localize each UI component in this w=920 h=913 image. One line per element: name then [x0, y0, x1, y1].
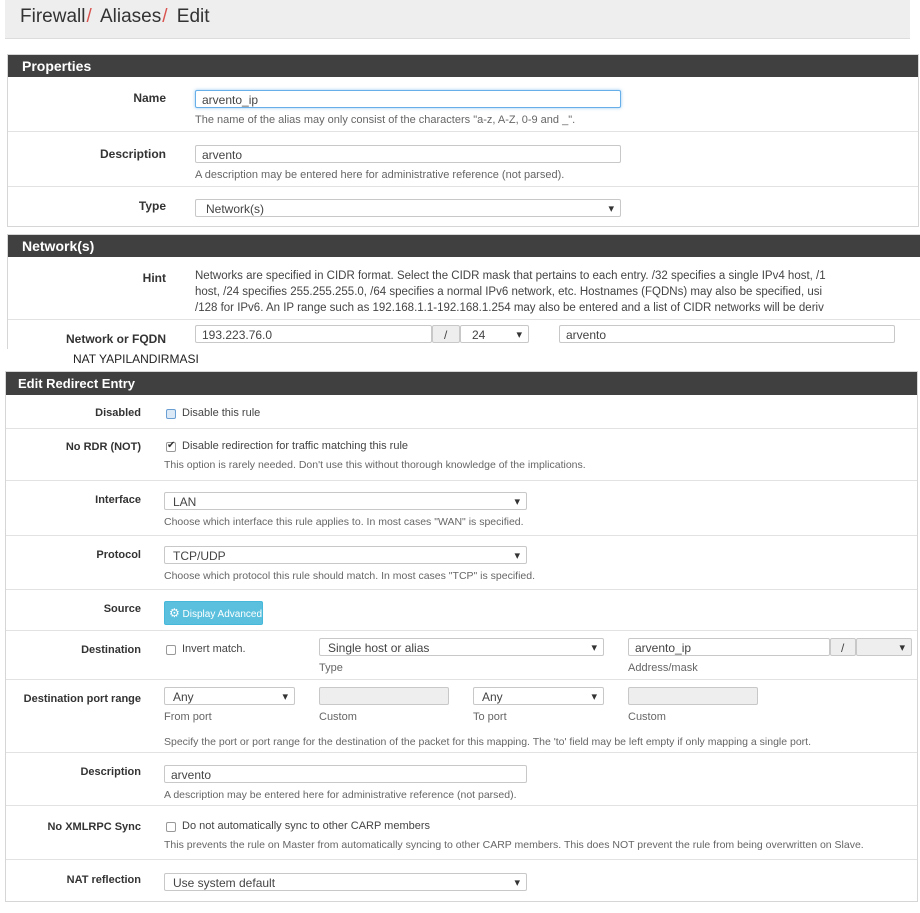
nat-reflection-row: [6, 860, 917, 901]
description-help: A description may be entered here for administrative reference (not parsed).: [195, 169, 565, 181]
to-port-caption: To port: [473, 711, 507, 723]
nat-reflection-select[interactable]: Use system default ▾: [164, 873, 527, 891]
network-address-input[interactable]: 193.223.76.0: [195, 325, 432, 343]
from-custom-caption: Custom: [319, 711, 357, 723]
name-help: The name of the alias may only consist of the characters "a-z, A-Z, 0-9 and _".: [195, 114, 576, 126]
properties-heading: Properties: [8, 55, 918, 77]
breadcrumb: [20, 6, 210, 28]
port-range-help: Specify the port or port range for the destination of the packet for this mapping. The 'to' field may be left empty if only mapping a single port.: [164, 736, 812, 748]
to-custom-input[interactable]: [628, 687, 758, 705]
from-port-select[interactable]: Any ▾: [164, 687, 295, 705]
name-row: [8, 78, 918, 132]
xmlrpc-checkbox[interactable]: [166, 822, 176, 832]
protocol-row: [6, 536, 917, 590]
hint-line-3: /128 for IPv6. An IP range such as 192.168.1.1-192.168.1.254 may also be entered and a list of CIDR networks will be deriv: [195, 302, 824, 314]
redirect-description-input[interactable]: arvento: [164, 765, 527, 783]
type-row: [8, 187, 918, 225]
xmlrpc-row: [6, 806, 917, 860]
xmlrpc-help: This prevents the rule on Master from automatically syncing to other CARP members. This does NOT prevent the rule from being overwritten on Slave.: [164, 839, 864, 851]
network-entry-row: [8, 320, 920, 349]
interface-row: [6, 481, 917, 536]
type-label: Type: [138, 199, 166, 213]
redirect-description-row: [6, 753, 917, 806]
xmlrpc-checkbox-label: Do not automatically sync to other CARP members: [182, 820, 431, 832]
invert-match-checkbox[interactable]: [166, 645, 176, 655]
interface-select[interactable]: LAN ▾: [164, 492, 527, 510]
networks-heading: Network(s): [8, 235, 920, 257]
nordr-label: No RDR (NOT): [65, 441, 141, 453]
description-input[interactable]: arvento: [195, 145, 621, 163]
network-description-input[interactable]: arvento: [559, 325, 895, 343]
from-port-caption: From port: [164, 711, 212, 723]
name-input[interactable]: arvento_ip: [195, 90, 621, 108]
protocol-select[interactable]: TCP/UDP ▾: [164, 546, 527, 564]
destination-type-select[interactable]: Single host or alias ▾: [319, 638, 604, 656]
disabled-label: Disabled: [95, 407, 141, 419]
interface-label: Interface: [95, 494, 141, 506]
nordr-help: This option is rarely needed. Don't use this without thorough knowledge of the implications.: [164, 459, 586, 471]
page-header: [5, 0, 910, 39]
type-select[interactable]: Network(s) ▾: [195, 199, 621, 217]
redirect-description-help: A description may be entered here for administrative reference (not parsed).: [164, 789, 517, 801]
network-slash: /: [432, 325, 460, 343]
to-port-select[interactable]: Any ▾: [473, 687, 604, 705]
description-label: Description: [99, 147, 166, 161]
nordr-checkbox[interactable]: [166, 442, 176, 452]
destination-address-caption: Address/mask: [628, 662, 698, 674]
redirect-panel: [5, 371, 918, 902]
nat-caption: NAT YAPILANDIRMASI: [73, 352, 199, 366]
breadcrumb-separator: /: [86, 6, 92, 27]
hint-row: [8, 258, 920, 320]
name-label: Name: [133, 91, 166, 105]
display-advanced-button[interactable]: [164, 601, 263, 625]
breadcrumb-edit: Edit: [176, 6, 210, 27]
protocol-label: Protocol: [96, 549, 141, 561]
nordr-checkbox-label: Disable redirection for traffic matching this rule: [182, 440, 409, 452]
port-range-label: Destination port range: [23, 693, 141, 705]
disabled-row: [6, 396, 917, 429]
redirect-description-label: Description: [80, 766, 141, 778]
nat-reflection-label: NAT reflection: [66, 874, 141, 886]
display-advanced-label: Display Advanced: [182, 609, 263, 620]
interface-help: Choose which interface this rule applies to. In most cases "WAN" is specified.: [164, 516, 524, 528]
destination-type-caption: Type: [319, 662, 343, 674]
hint-line-2: host, /24 specifies 255.255.255.0, /64 specifies a normal IPv6 network, etc. Hostnames (FQDNs) may also be specified, usi: [195, 286, 823, 298]
networks-panel: [7, 234, 920, 349]
network-fqdn-label: Network or FQDN: [65, 332, 166, 346]
gear-icon: ⚙: [169, 606, 180, 620]
destination-row: [6, 631, 917, 680]
from-custom-input[interactable]: [319, 687, 449, 705]
destination-address-input[interactable]: arvento_ip: [628, 638, 830, 656]
breadcrumb-firewall[interactable]: Firewall: [20, 6, 86, 27]
invert-match-label: Invert match.: [182, 643, 246, 655]
port-range-row: [6, 680, 917, 753]
hint-line-1: Networks are specified in CIDR format. Select the CIDR mask that pertains to each entry. /32 specifies a single IPv4 host, /1: [195, 270, 826, 282]
disabled-checkbox-label: Disable this rule: [182, 407, 261, 419]
nordr-row: [6, 429, 917, 481]
disabled-checkbox[interactable]: [166, 409, 176, 419]
network-mask-select[interactable]: 24 ▾: [460, 325, 529, 343]
protocol-help: Choose which protocol this rule should match. In most cases "TCP" is specified.: [164, 570, 536, 582]
breadcrumb-separator: /: [162, 6, 168, 27]
hint-label: Hint: [142, 271, 166, 285]
properties-panel: [7, 54, 919, 227]
source-row: [6, 590, 917, 631]
destination-mask-select[interactable]: [856, 638, 912, 656]
xmlrpc-label: No XMLRPC Sync: [47, 821, 141, 833]
redirect-heading: Edit Redirect Entry: [6, 372, 917, 395]
description-row: [8, 132, 918, 187]
destination-label: Destination: [81, 644, 141, 656]
to-custom-caption: Custom: [628, 711, 666, 723]
destination-slash: /: [830, 638, 856, 656]
source-label: Source: [103, 603, 141, 615]
breadcrumb-aliases[interactable]: Aliases: [99, 6, 162, 27]
